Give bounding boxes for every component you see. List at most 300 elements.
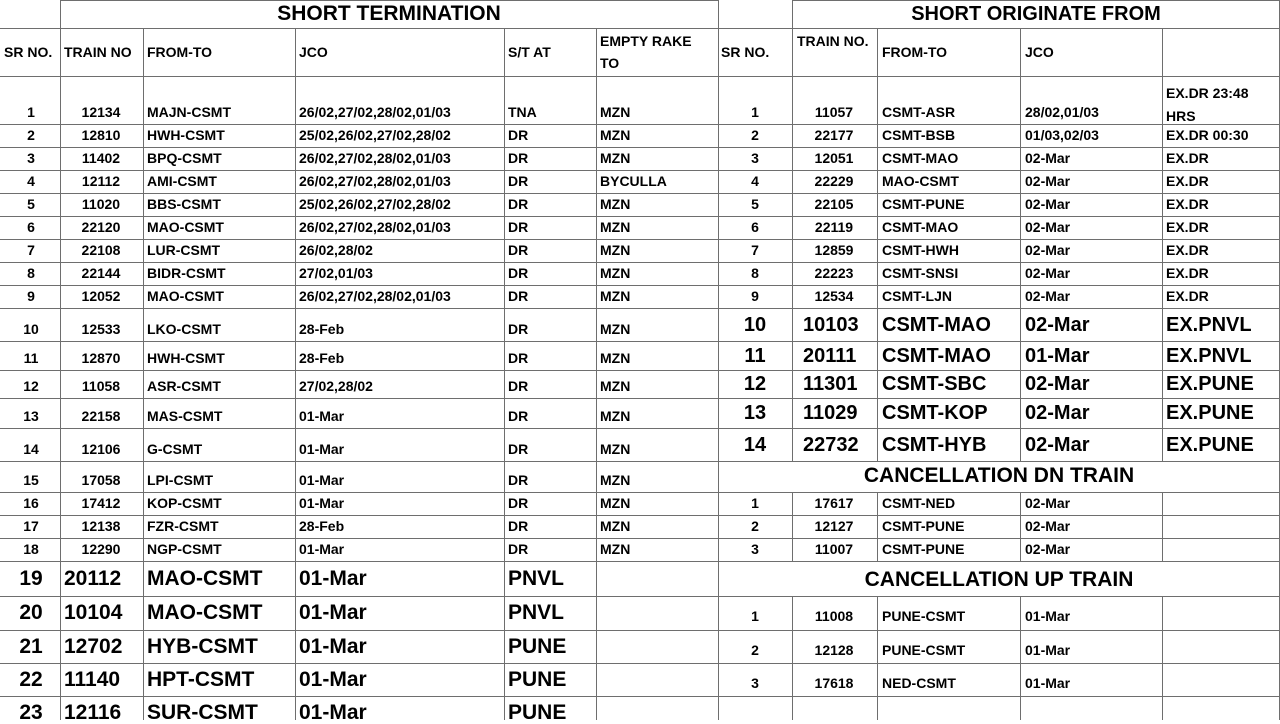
grid-line: [718, 308, 1280, 309]
st-row-st-at: DR: [508, 518, 529, 534]
st-row-sr: 11: [23, 350, 39, 366]
st-row-jco: 28-Feb: [299, 321, 345, 337]
grid-line: [1162, 492, 1163, 561]
st-row-from-to: KOP-CSMT: [147, 495, 222, 511]
st-row-empty-rake: MZN: [600, 242, 631, 258]
grid-line: [718, 492, 1280, 493]
grid-line: [792, 0, 1280, 1]
so-row-from-to: CSMT-SNSI: [882, 265, 959, 281]
st-row-st-at: DR: [508, 173, 529, 189]
so-row-ex: EX.DR: [1166, 150, 1209, 166]
so-row-train-no: 22229: [814, 173, 854, 189]
st-row-from-to: ASR-CSMT: [147, 378, 221, 394]
st-row-train-no: 11058: [81, 378, 121, 394]
st-row-jco: 26/02,27/02,28/02,01/03: [299, 219, 451, 235]
st-row-from-to: MAO-CSMT: [147, 219, 224, 235]
st-header-train: TRAIN NO: [64, 44, 132, 60]
st-row-st-at: PUNE: [508, 667, 567, 691]
grid-line: [0, 262, 718, 263]
st-row-jco: 26/02,27/02,28/02,01/03: [299, 150, 451, 166]
dn-row-sr: 3: [751, 541, 759, 557]
st-row-train-no: 11402: [81, 150, 121, 166]
so-row-train-no: 22105: [814, 196, 854, 212]
st-row-sr: 10: [23, 321, 39, 337]
short-originate-title: SHORT ORIGINATE FROM: [911, 3, 1161, 25]
st-row-sr: 12: [23, 378, 39, 394]
st-row-sr: 16: [23, 495, 39, 511]
so-row-from-to: CSMT-MAO: [882, 313, 991, 336]
st-row-jco: 01-Mar: [299, 408, 345, 424]
grid-line: [718, 696, 1280, 697]
so-row-from-to: CSMT-SBC: [882, 373, 987, 395]
st-row-train-no: 11140: [64, 667, 121, 691]
st-row-jco: 25/02,26/02,27/02,28/02: [299, 196, 451, 212]
st-row-train-no: 11020: [81, 196, 121, 212]
grid-line: [0, 170, 718, 171]
up-row-from-to: PUNE-CSMT: [882, 641, 966, 658]
so-row-jco: 02-Mar: [1025, 313, 1090, 336]
dn-row-from-to: CSMT-NED: [882, 495, 956, 511]
dn-row-jco: 02-Mar: [1025, 495, 1071, 511]
st-row-st-at: DR: [508, 127, 529, 143]
so-row-train-no: 20111: [803, 344, 857, 367]
grid-line: [1020, 596, 1021, 720]
so-row-jco: 02-Mar: [1025, 433, 1090, 456]
st-row-sr: 1: [27, 104, 35, 120]
st-row-empty-rake: MZN: [600, 150, 631, 166]
so-row-from-to: MAO-CSMT: [882, 173, 959, 189]
grid-line: [718, 28, 1280, 29]
st-row-st-at: DR: [508, 242, 529, 258]
st-row-st-at: DR: [508, 350, 529, 366]
so-row-from-to: CSMT-KOP: [882, 402, 988, 424]
grid-line: [718, 193, 1280, 194]
so-row-jco: 02-Mar: [1025, 288, 1071, 304]
st-row-empty-rake: MZN: [600, 378, 631, 394]
st-header-st-at: S/T AT: [508, 44, 551, 60]
st-row-sr: 6: [27, 219, 35, 235]
st-row-st-at: DR: [508, 378, 529, 394]
st-row-jco: 26/02,27/02,28/02,01/03: [299, 288, 451, 304]
grid-line: [718, 663, 1280, 664]
grid-line: [0, 515, 718, 516]
grid-line: [0, 76, 718, 77]
st-row-empty-rake: MZN: [600, 472, 631, 488]
st-row-train-no: 12112: [81, 173, 121, 189]
grid-line: [792, 0, 793, 461]
st-row-jco: 01-Mar: [299, 667, 367, 691]
so-row-sr: 2: [751, 127, 759, 143]
so-row-ex: EX.DR 23:48 HRS: [1166, 85, 1249, 124]
grid-line: [0, 124, 718, 125]
st-row-sr: 8: [27, 265, 35, 281]
st-row-st-at: PNVL: [508, 566, 565, 590]
so-row-train-no: 22119: [814, 219, 854, 235]
grid-line: [718, 216, 1280, 217]
grid-line: [0, 216, 718, 217]
up-row-sr: 1: [751, 608, 759, 624]
st-row-sr: 7: [27, 242, 35, 258]
so-row-sr: 8: [751, 265, 759, 281]
grid-line: [718, 370, 1280, 371]
so-row-sr: 11: [744, 344, 766, 367]
st-row-empty-rake: MZN: [600, 441, 631, 457]
so-header-from-to: FROM-TO: [882, 44, 948, 60]
short-termination-title: SHORT TERMINATION: [277, 2, 501, 25]
so-row-train-no: 10103: [803, 313, 859, 336]
st-row-from-to: MAO-CSMT: [147, 288, 224, 304]
so-row-jco: 02-Mar: [1025, 265, 1071, 281]
grid-line: [0, 538, 718, 539]
st-row-from-to: MAS-CSMT: [147, 408, 223, 424]
grid-line: [0, 398, 718, 399]
st-header-empty-rake: EMPTY RAKE TO: [600, 33, 692, 71]
grid-line: [0, 341, 718, 342]
grid-line: [60, 0, 718, 1]
grid-line: [0, 28, 718, 29]
so-row-train-no: 11029: [803, 402, 858, 424]
st-row-train-no: 22120: [81, 219, 121, 235]
st-row-st-at: DR: [508, 472, 529, 488]
st-row-train-no: 22158: [81, 408, 121, 424]
grid-line: [596, 28, 597, 720]
so-row-train-no: 22177: [814, 127, 854, 143]
so-row-sr: 12: [743, 373, 767, 395]
grid-line: [0, 492, 718, 493]
grid-line: [718, 398, 1280, 399]
dn-row-from-to: CSMT-PUNE: [882, 518, 965, 534]
so-row-from-to: CSMT-ASR: [882, 104, 956, 120]
so-row-from-to: CSMT-HYB: [882, 433, 987, 456]
so-row-from-to: CSMT-MAO: [882, 150, 959, 166]
st-row-train-no: 12702: [64, 634, 123, 658]
grid-line: [718, 262, 1280, 263]
grid-line: [877, 28, 878, 461]
grid-line: [718, 239, 1280, 240]
st-row-train-no: 12138: [81, 518, 121, 534]
st-row-from-to: HWH-CSMT: [147, 350, 225, 366]
grid-line: [877, 492, 878, 561]
grid-line: [295, 28, 296, 720]
grid-line: [0, 696, 718, 697]
dn-row-train-no: 12127: [814, 518, 854, 534]
st-row-jco: 27/02,01/03: [299, 265, 373, 281]
grid-line: [792, 492, 793, 561]
st-row-from-to: BBS-CSMT: [147, 196, 221, 212]
so-row-sr: 3: [751, 150, 759, 166]
st-row-from-to: LUR-CSMT: [147, 242, 221, 258]
so-row-train-no: 12051: [814, 150, 854, 166]
st-row-st-at: DR: [508, 321, 529, 337]
st-row-train-no: 17412: [81, 495, 121, 511]
st-row-jco: 25/02,26/02,27/02,28/02: [299, 127, 451, 143]
so-row-ex: EX.PUNE: [1166, 402, 1254, 424]
st-row-sr: 3: [27, 150, 35, 166]
so-row-ex: EX.DR: [1166, 219, 1209, 235]
so-row-train-no: 22732: [803, 433, 859, 456]
st-header-from-to: FROM-TO: [147, 44, 213, 60]
st-row-sr: 21: [19, 634, 43, 658]
so-row-from-to: CSMT-BSB: [882, 127, 956, 143]
st-row-from-to: MAJN-CSMT: [147, 104, 231, 120]
grid-line: [0, 239, 718, 240]
grid-line: [718, 515, 1280, 516]
up-row-jco: 01-Mar: [1025, 674, 1071, 691]
st-row-empty-rake: MZN: [600, 518, 631, 534]
so-row-ex: EX.PUNE: [1166, 433, 1254, 456]
grid-line: [1162, 28, 1163, 461]
up-row-jco: 01-Mar: [1025, 608, 1071, 624]
st-row-train-no: 12134: [81, 104, 121, 120]
st-row-empty-rake: MZN: [600, 321, 631, 337]
so-row-ex: EX.DR: [1166, 265, 1209, 281]
st-row-jco: 27/02,28/02: [299, 378, 373, 394]
st-row-train-no: 12870: [81, 350, 121, 366]
st-row-sr: 14: [23, 441, 39, 457]
st-row-empty-rake: MZN: [600, 288, 631, 304]
st-row-jco: 01-Mar: [299, 441, 345, 457]
st-row-train-no: 10104: [64, 601, 123, 624]
grid-line: [0, 285, 718, 286]
grid-line: [0, 663, 718, 664]
dn-row-sr: 1: [751, 495, 759, 511]
up-row-train-no: 12128: [814, 641, 854, 658]
st-row-from-to: MAO-CSMT: [147, 601, 263, 624]
so-row-jco: 02-Mar: [1025, 173, 1071, 189]
st-row-from-to: SUR-CSMT: [147, 701, 258, 724]
st-row-st-at: PUNE: [508, 701, 567, 724]
cancellation-up-title: CANCELLATION UP TRAIN: [864, 568, 1134, 591]
so-row-from-to: CSMT-MAO: [882, 219, 959, 235]
so-row-train-no: 11057: [814, 104, 854, 120]
st-row-from-to: HYB-CSMT: [147, 634, 258, 658]
st-row-jco: 01-Mar: [299, 701, 367, 724]
so-row-train-no: 22223: [814, 265, 854, 281]
st-row-sr: 15: [23, 472, 39, 488]
so-row-sr: 6: [751, 219, 759, 235]
st-row-jco: 01-Mar: [299, 634, 367, 658]
st-row-sr: 22: [19, 667, 43, 691]
st-row-empty-rake: MZN: [600, 350, 631, 366]
st-row-st-at: TNA: [508, 104, 537, 120]
st-row-sr: 17: [23, 518, 39, 534]
st-row-jco: 01-Mar: [299, 566, 367, 590]
st-row-st-at: DR: [508, 408, 529, 424]
grid-line: [0, 193, 718, 194]
st-row-jco: 28-Feb: [299, 350, 345, 366]
so-row-jco: 02-Mar: [1025, 196, 1071, 212]
st-row-sr: 13: [23, 408, 39, 424]
grid-line: [1020, 28, 1021, 461]
st-row-sr: 9: [27, 288, 35, 304]
st-row-sr: 20: [19, 601, 43, 624]
st-row-st-at: DR: [508, 495, 529, 511]
st-row-train-no: 22108: [81, 242, 121, 258]
grid-line: [718, 596, 1280, 597]
grid-line: [718, 170, 1280, 171]
st-row-jco: 01-Mar: [299, 495, 345, 511]
st-row-from-to: HPT-CSMT: [147, 667, 255, 691]
so-row-ex: EX.PUNE: [1166, 373, 1254, 395]
grid-line: [718, 147, 1280, 148]
st-row-empty-rake: MZN: [600, 408, 631, 424]
st-row-st-at: DR: [508, 219, 529, 235]
so-row-jco: 02-Mar: [1025, 242, 1071, 258]
dn-row-jco: 02-Mar: [1025, 518, 1071, 534]
grid-line: [1162, 596, 1163, 720]
st-row-train-no: 12810: [81, 127, 121, 143]
grid-line: [718, 0, 719, 720]
st-row-train-no: 22144: [81, 265, 121, 281]
so-row-ex: EX.DR: [1166, 173, 1209, 189]
so-row-ex: EX.PNVL: [1166, 344, 1252, 367]
up-row-sr: 2: [751, 641, 759, 658]
grid-line: [718, 461, 1280, 462]
st-row-train-no: 12106: [81, 441, 121, 457]
so-row-ex: EX.DR: [1166, 196, 1209, 212]
st-row-empty-rake: MZN: [600, 219, 631, 235]
grid-line: [60, 0, 61, 720]
grid-line: [718, 561, 1280, 562]
st-row-sr: 23: [19, 701, 43, 724]
grid-line: [718, 341, 1280, 342]
grid-line: [0, 596, 718, 597]
st-row-from-to: AMI-CSMT: [147, 173, 217, 189]
st-row-st-at: DR: [508, 265, 529, 281]
grid-line: [718, 538, 1280, 539]
st-row-empty-rake: BYCULLA: [600, 173, 667, 189]
up-row-sr: 3: [751, 674, 759, 691]
so-row-from-to: CSMT-HWH: [882, 242, 959, 258]
grid-line: [877, 596, 878, 720]
so-row-sr: 7: [751, 242, 759, 258]
grid-line: [504, 28, 505, 720]
st-row-train-no: 20112: [64, 566, 122, 590]
dn-row-train-no: 17617: [814, 495, 854, 511]
st-row-sr: 4: [27, 173, 35, 189]
so-row-ex: EX.DR: [1166, 288, 1209, 304]
st-row-sr: 5: [27, 196, 35, 212]
st-row-empty-rake: MZN: [600, 541, 631, 557]
up-row-from-to: NED-CSMT: [882, 674, 956, 691]
st-row-from-to: MAO-CSMT: [147, 566, 263, 590]
up-row-jco: 01-Mar: [1025, 641, 1071, 658]
st-header-jco: JCO: [299, 44, 328, 60]
st-row-jco: 01-Mar: [299, 472, 345, 488]
st-row-train-no: 12290: [81, 541, 121, 557]
st-header-sr: SR NO.: [4, 44, 53, 60]
so-row-sr: 1: [751, 104, 759, 120]
so-header-jco: JCO: [1025, 44, 1054, 60]
st-row-from-to: LKO-CSMT: [147, 321, 221, 337]
so-row-from-to: CSMT-LJN: [882, 288, 952, 304]
grid-line: [718, 285, 1280, 286]
st-row-from-to: LPI-CSMT: [147, 472, 214, 488]
so-row-sr: 4: [751, 173, 759, 189]
so-row-sr: 14: [743, 433, 767, 456]
so-row-from-to: CSMT-PUNE: [882, 196, 965, 212]
dn-row-from-to: CSMT-PUNE: [882, 541, 965, 557]
so-row-jco: 01/03,02/03: [1025, 127, 1099, 143]
st-row-empty-rake: MZN: [600, 495, 631, 511]
so-row-jco: 28/02,01/03: [1025, 104, 1099, 120]
up-row-train-no: 17618: [814, 674, 854, 691]
so-header-train: TRAIN NO.: [797, 33, 869, 49]
dn-row-jco: 02-Mar: [1025, 541, 1071, 557]
st-row-train-no: 12116: [64, 701, 122, 724]
st-row-jco: 28-Feb: [299, 518, 345, 534]
st-row-sr: 19: [19, 566, 43, 590]
st-row-train-no: 17058: [81, 472, 121, 488]
dn-row-sr: 2: [751, 518, 759, 534]
so-header-sr: SR NO.: [721, 44, 770, 60]
up-row-from-to: PUNE-CSMT: [882, 608, 966, 624]
so-row-ex: EX.PNVL: [1166, 313, 1252, 336]
grid-line: [0, 308, 718, 309]
st-row-jco: 01-Mar: [299, 541, 345, 557]
cancellation-dn-title: CANCELLATION DN TRAIN: [863, 464, 1135, 487]
st-row-sr: 2: [27, 127, 35, 143]
grid-line: [718, 428, 1280, 429]
st-row-st-at: DR: [508, 150, 529, 166]
so-row-jco: 02-Mar: [1025, 402, 1090, 424]
st-row-st-at: PUNE: [508, 634, 567, 658]
grid-line: [718, 76, 1280, 77]
st-row-from-to: NGP-CSMT: [147, 541, 222, 557]
so-row-sr: 9: [751, 288, 759, 304]
grid-line: [0, 428, 718, 429]
st-row-empty-rake: MZN: [600, 196, 631, 212]
grid-line: [143, 28, 144, 720]
st-row-st-at: PNVL: [508, 601, 565, 624]
up-row-train-no: 11008: [814, 608, 854, 624]
so-row-jco: 02-Mar: [1025, 150, 1071, 166]
so-row-train-no: 11301: [803, 373, 858, 395]
so-row-jco: 02-Mar: [1025, 219, 1071, 235]
grid-line: [792, 596, 793, 720]
grid-line: [0, 630, 718, 631]
st-row-jco: 01-Mar: [299, 601, 367, 624]
st-row-st-at: DR: [508, 196, 529, 212]
so-row-ex: EX.DR: [1166, 242, 1209, 258]
st-row-empty-rake: MZN: [600, 127, 631, 143]
st-row-from-to: FZR-CSMT: [147, 518, 219, 534]
st-row-from-to: HWH-CSMT: [147, 127, 225, 143]
st-row-empty-rake: MZN: [600, 265, 631, 281]
st-row-sr: 18: [23, 541, 39, 557]
st-row-jco: 26/02,27/02,28/02,01/03: [299, 173, 451, 189]
st-row-train-no: 12052: [81, 288, 121, 304]
so-row-jco: 02-Mar: [1025, 373, 1090, 395]
so-row-train-no: 12859: [814, 242, 854, 258]
grid-line: [0, 147, 718, 148]
st-row-jco: 26/02,27/02,28/02,01/03: [299, 104, 451, 120]
so-row-ex: EX.DR 00:30: [1166, 127, 1249, 143]
st-row-st-at: DR: [508, 541, 529, 557]
st-row-st-at: DR: [508, 441, 529, 457]
grid-line: [0, 461, 718, 462]
so-row-jco: 01-Mar: [1025, 344, 1090, 367]
st-row-from-to: BIDR-CSMT: [147, 265, 226, 281]
st-row-empty-rake: MZN: [600, 104, 631, 120]
so-row-sr: 13: [743, 402, 767, 424]
grid-line: [1020, 492, 1021, 561]
grid-line: [0, 370, 718, 371]
so-row-sr: 10: [743, 313, 767, 336]
st-row-jco: 26/02,28/02: [299, 242, 373, 258]
grid-line: [0, 561, 718, 562]
so-row-sr: 5: [751, 196, 759, 212]
